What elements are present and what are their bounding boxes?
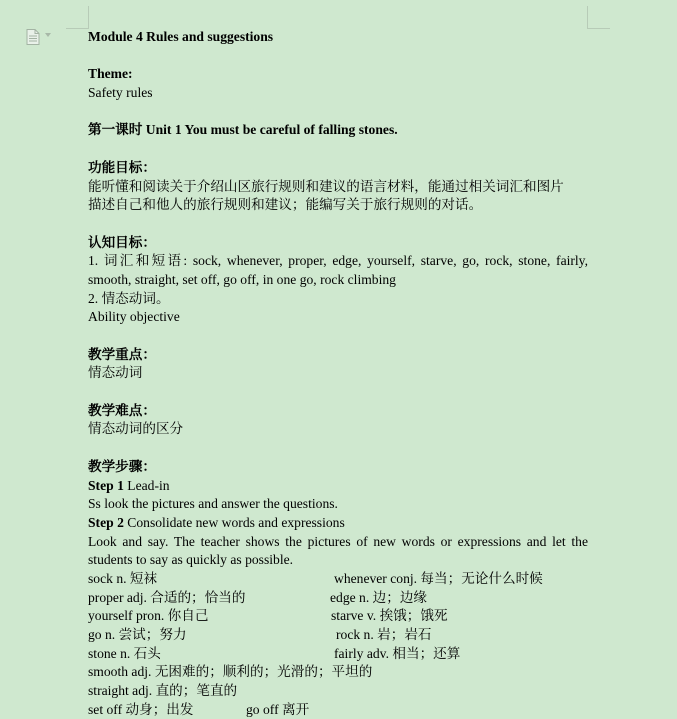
step-2 [88,514,588,533]
vocab-right: starve v. 挨饿；饿死 [331,608,448,624]
cognitive-item-1-line-1: 1. 词汇和短语: sock, whenever, proper, edge, yourself, starve, go, rock, stone, fairly, [88,253,588,269]
difficult-points-label: 教学难点： [88,402,156,418]
theme-label: Theme: [88,66,133,82]
step-1 [88,477,588,496]
vocab-row [88,645,588,664]
key-points-label: 教学重点： [88,346,156,362]
document-page [88,28,588,719]
step-2-description-line-2: students to say as quickly as possible. [88,552,294,568]
cognitive-item-1-line-2: smooth, straight, set off, go off, in one go, rock climbing [88,271,396,287]
step-1-description: Ss look the pictures and answer the questions. [88,496,338,512]
cognitive-goal-label: 认知目标： [88,234,156,250]
dropdown-caret-icon[interactable] [45,33,51,37]
vocab-left: smooth adj. 无困难的；顺利的；光滑的；平坦的 [88,664,373,680]
theme-value: Safety rules [88,85,153,101]
document-icon[interactable] [26,29,40,45]
vocab-row [88,589,588,608]
vocab-left: stone n. 石头 [88,645,161,661]
step-2-label: Step 2 [88,514,124,530]
page-corner-top-left [66,6,89,29]
vocab-row [88,607,588,626]
vocab-row [88,701,588,719]
functional-goal-label: 功能目标： [88,159,156,175]
vocab-right: go off 离开 [246,701,310,717]
difficult-points-value: 情态动词的区分 [88,421,184,437]
functional-goal-line-2: 描述自己和他人的旅行规则和建议；能编写关于旅行规则的对话。 [88,197,483,213]
teaching-steps-label: 教学步骤： [88,458,156,474]
vocab-left: proper adj. 合适的；恰当的 [88,589,246,605]
page-corner-top-right [587,6,610,29]
document-title: Module 4 Rules and suggestions [88,29,274,44]
vocab-left: go n. 尝试；努力 [88,627,187,642]
step-2-title: Consolidate new words and expressions [123,514,345,530]
vocab-right: whenever conj. 每当；无论什么时候 [334,570,543,586]
vocab-row [88,682,588,701]
vocab-right: edge n. 边；边缘 [330,589,428,605]
key-points-value: 情态动词 [88,365,143,381]
vocab-row [88,626,588,645]
step-1-label: Step 1 [88,477,124,493]
ability-objective: Ability objective [88,309,180,325]
vocab-right: rock n. 岩；岩石 [336,627,432,642]
lesson-heading: 第一课时 Unit 1 You must be careful of falling stones. [88,122,398,138]
vocab-left: set off 动身；出发 [88,701,194,717]
vocab-left: sock n. 短袜 [88,570,158,586]
functional-goal-line-1: 能听懂和阅读关于介绍山区旅行规则和建议的语言材料，能通过相关词汇和图片 [88,178,564,194]
vocab-right: fairly adv. 相当；还算 [334,645,461,661]
vocab-row [88,663,588,682]
vocab-row [88,570,588,589]
vocab-left: straight adj. 直的；笔直的 [88,683,238,699]
step-2-description-line-1: Look and say. The teacher shows the pictures of new words or expressions and let the [88,533,588,549]
step-1-title: Lead-in [123,477,170,493]
cognitive-item-2: 2. 情态动词。 [88,290,170,306]
vocab-left: yourself pron. 你自己 [88,608,209,624]
